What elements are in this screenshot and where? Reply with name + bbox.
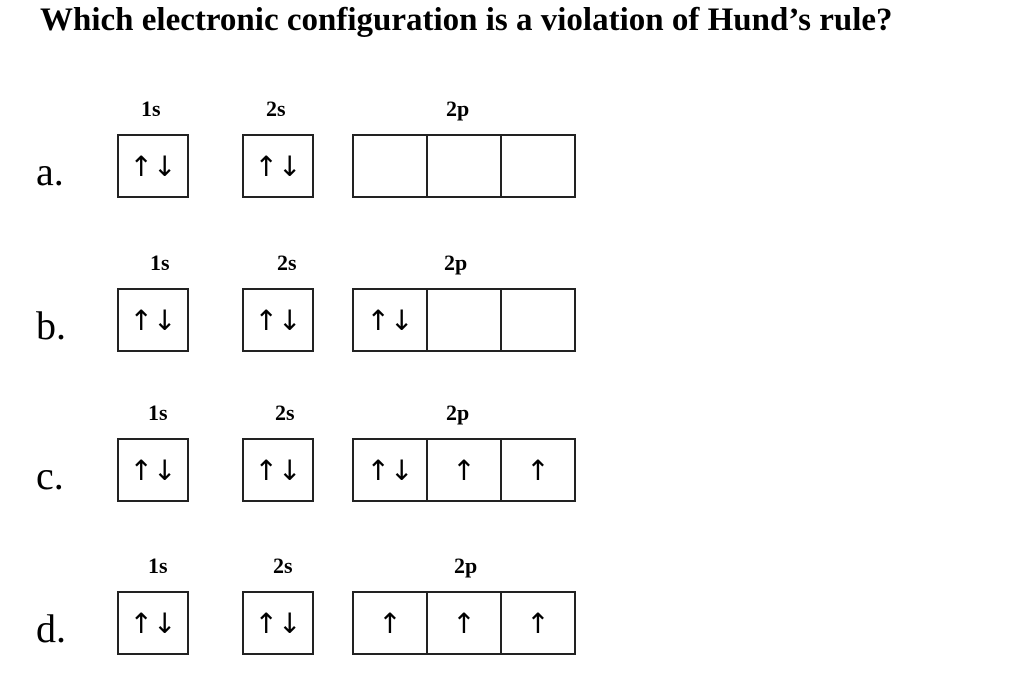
label-2p: 2p <box>446 96 470 121</box>
option-a <box>0 96 1024 216</box>
orbital-2p-cell: ↑ <box>526 453 550 487</box>
orbital-2s <box>242 591 314 655</box>
orbital-2s-electrons: ↑↓ <box>254 606 302 640</box>
orbital-1s-electrons: ↑↓ <box>129 606 177 640</box>
orbital-2p-cell: ↑↓ <box>354 440 428 500</box>
orbital-2p-cell <box>428 136 502 196</box>
orbital-2p-cell: ↑ <box>526 606 550 640</box>
question-title: Which electronic configuration is a violation of Hund’s rule? <box>40 2 893 38</box>
orbital-2s <box>242 288 314 352</box>
label-2s: 2s <box>266 96 286 121</box>
orbital-2p <box>352 288 576 352</box>
orbital-2p <box>352 591 576 655</box>
orbital-2p <box>352 134 576 198</box>
option-letter: d. <box>36 606 66 651</box>
orbital-1s <box>117 438 189 502</box>
orbital-2p-cell <box>354 136 428 196</box>
option-d <box>0 553 1024 673</box>
option-c <box>0 400 1024 520</box>
orbital-2p-cell: ↑ <box>354 593 428 653</box>
label-2p: 2p <box>444 250 468 275</box>
orbital-2p-cell <box>502 290 574 350</box>
orbital-2s-electrons: ↑↓ <box>254 303 302 337</box>
orbital-1s-electrons: ↑↓ <box>129 149 177 183</box>
option-letter: a. <box>36 149 64 194</box>
orbital-2p <box>352 438 576 502</box>
label-2s: 2s <box>277 250 297 275</box>
orbital-2p-cell <box>428 290 502 350</box>
option-letter: b. <box>36 303 66 348</box>
label-1s: 1s <box>141 96 161 121</box>
orbital-1s <box>117 591 189 655</box>
label-1s: 1s <box>150 250 170 275</box>
label-1s: 1s <box>148 400 168 425</box>
label-2p: 2p <box>446 400 470 425</box>
orbital-2s <box>242 438 314 502</box>
option-letter: c. <box>36 453 64 498</box>
orbital-1s <box>117 134 189 198</box>
orbital-2p-cell: ↑ <box>428 440 502 500</box>
orbital-2p-cell <box>502 136 574 196</box>
orbital-2s-electrons: ↑↓ <box>254 453 302 487</box>
orbital-1s-electrons: ↑↓ <box>129 453 177 487</box>
option-b <box>0 250 1024 370</box>
label-2p: 2p <box>454 553 478 578</box>
orbital-2s-electrons: ↑↓ <box>254 149 302 183</box>
orbital-1s <box>117 288 189 352</box>
label-2s: 2s <box>275 400 295 425</box>
orbital-1s-electrons: ↑↓ <box>129 303 177 337</box>
label-1s: 1s <box>148 553 168 578</box>
label-2s: 2s <box>273 553 293 578</box>
orbital-2s <box>242 134 314 198</box>
orbital-2p-cell: ↑ <box>428 593 502 653</box>
orbital-2p-cell: ↑↓ <box>354 290 428 350</box>
